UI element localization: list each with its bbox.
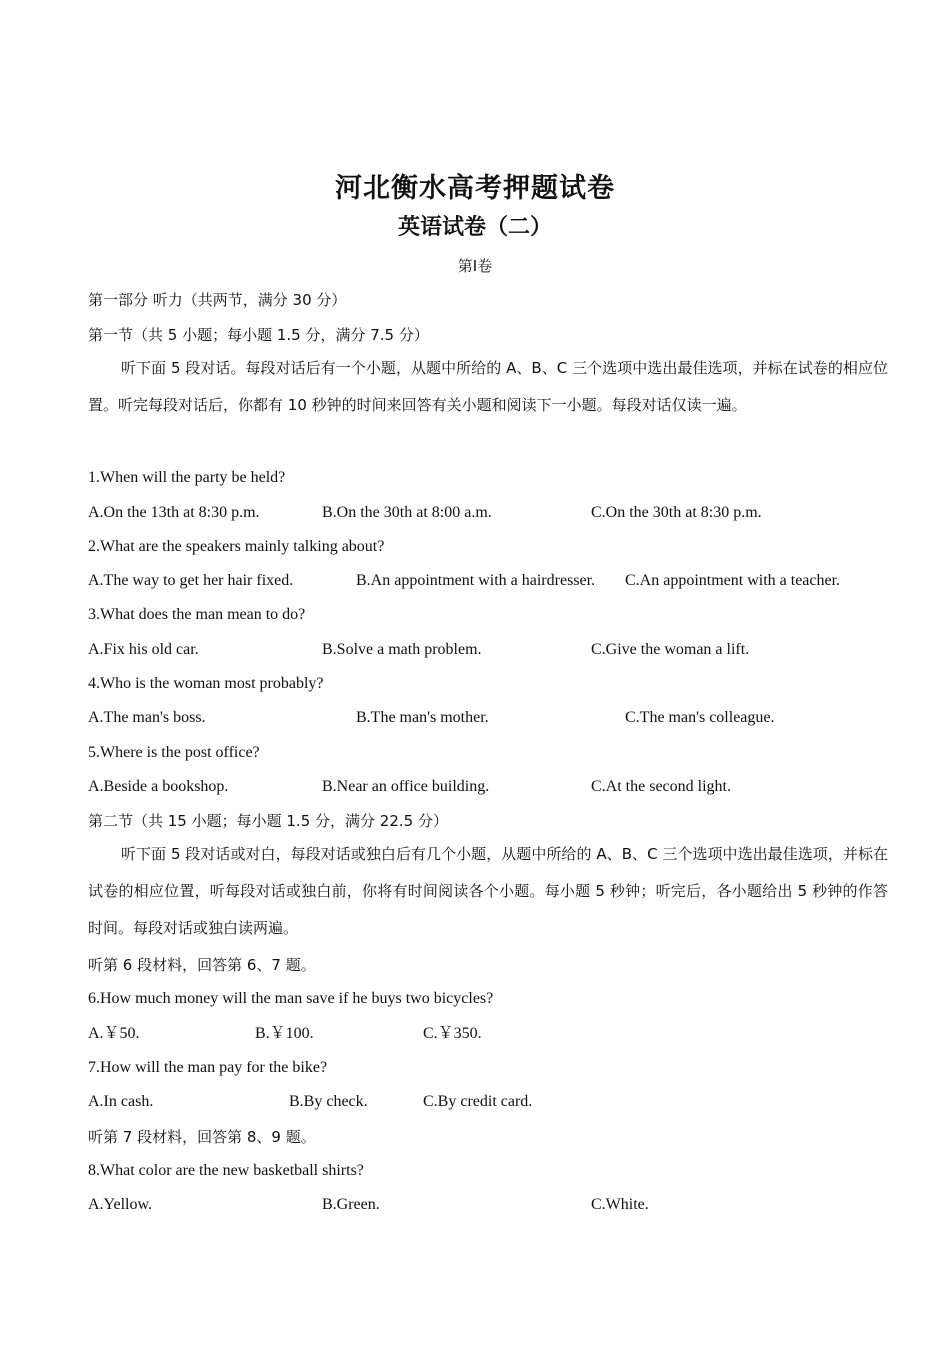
volume-label: 第Ⅰ卷 (457, 257, 493, 275)
section1-instructions: 听下面 5 段对话。每段对话后有一个小题，从题中所给的 A、B、C 三个选项中选出最佳选项，并标在试卷的相应位置。听完每段对话后，你都有 10 秒钟的时间来回答有关小题和阅读下一小题。每段对话仅读一遍。 (88, 359, 888, 414)
q8-option-a: A.Yellow. (88, 1196, 153, 1213)
q4-option-c: C.The man's colleague. (625, 709, 775, 726)
q6-option-c: C.￥350. (423, 1025, 482, 1042)
q3-option-b: B.Solve a math problem. (322, 641, 482, 658)
q4-option-b: B.The man's mother. (356, 709, 489, 726)
question-1: 1.When will the party be held? (88, 469, 286, 486)
q6-option-b: B.￥100. (255, 1025, 314, 1042)
q7-option-c: C.By credit card. (423, 1093, 533, 1110)
exam-subtitle: 英语试卷（二） (397, 214, 552, 240)
q5-option-b: B.Near an office building. (322, 778, 490, 795)
exam-title: 河北衡水高考押题试卷 (335, 173, 615, 204)
q4-option-a: A.The man's boss. (88, 709, 206, 726)
section2-instructions: 听下面 5 段对话或对白，每段对话或独白后有几个小题，从题中所给的 A、B、C 三个选项中选出最佳选项，并标在试卷的相应位置，听每段对话或独白前，你将有时间阅读各个小题。每小题 5 秒钟；听完后，各小题给出 5 秒钟的作答时间。每段对话或独白读两遍。 (88, 845, 888, 937)
question-2: 2.What are the speakers mainly talking about? (88, 538, 385, 555)
q3-option-a: A.Fix his old car. (88, 641, 199, 658)
part1-heading: 第一部分 听力（共两节，满分 30 分） (88, 291, 347, 309)
q7-option-a: A.In cash. (88, 1093, 154, 1110)
q1-option-b: B.On the 30th at 8:00 a.m. (322, 504, 492, 521)
q3-option-c: C.Give the woman a lift. (591, 641, 750, 658)
q5-option-c: C.At the second light. (591, 778, 731, 795)
material-6-note: 听第 6 段材料，回答第 6、7 题。 (88, 956, 316, 974)
question-3: 3.What does the man mean to do? (88, 606, 306, 623)
section2-heading: 第二节（共 15 小题；每小题 1.5 分，满分 22.5 分） (88, 812, 448, 830)
question-5: 5.Where is the post office? (88, 744, 260, 761)
section1-heading: 第一节（共 5 小题；每小题 1.5 分，满分 7.5 分） (88, 326, 429, 344)
q2-option-c: C.An appointment with a teacher. (625, 572, 841, 589)
q5-option-a: A.Beside a bookshop. (88, 778, 229, 795)
q1-option-a: A.On the 13th at 8:30 p.m. (88, 504, 260, 521)
question-8: 8.What color are the new basketball shirts? (88, 1162, 364, 1179)
q6-option-a: A.￥50. (88, 1025, 140, 1042)
question-7: 7.How will the man pay for the bike? (88, 1059, 328, 1076)
question-4: 4.Who is the woman most probably? (88, 675, 324, 692)
q7-option-b: B.By check. (289, 1093, 368, 1110)
q2-option-b: B.An appointment with a hairdresser. (356, 572, 596, 589)
material-7-note: 听第 7 段材料，回答第 8、9 题。 (88, 1128, 316, 1146)
q8-option-b: B.Green. (322, 1196, 380, 1213)
question-6: 6.How much money will the man save if he buys two bicycles? (88, 990, 494, 1007)
q8-option-c: C.White. (591, 1196, 649, 1213)
q1-option-c: C.On the 30th at 8:30 p.m. (591, 504, 762, 521)
q2-option-a: A.The way to get her hair fixed. (88, 572, 294, 589)
